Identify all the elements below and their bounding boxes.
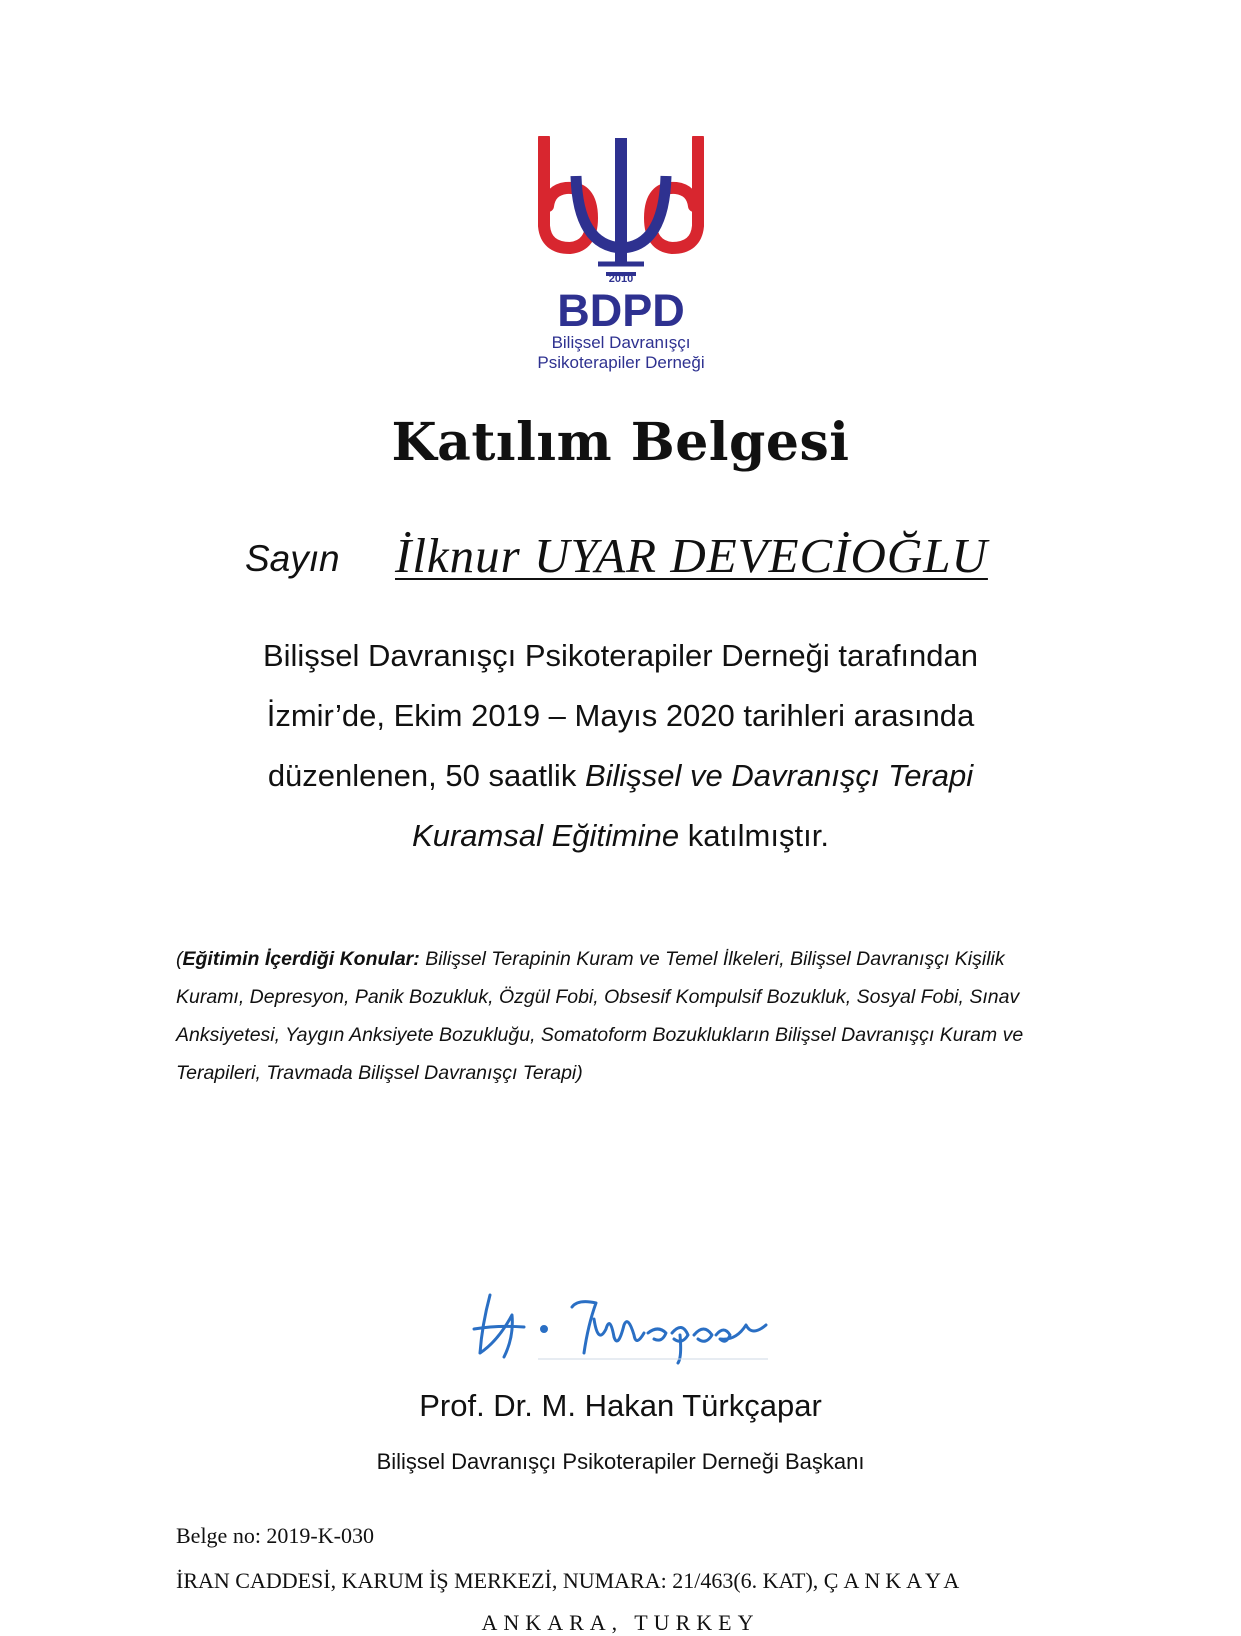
body-line-4-plain: katılmıştır. (679, 818, 829, 853)
association-logo (536, 136, 716, 381)
body-line-1: Bilişsel Davranışçı Psikoterapiler Derneği tarafından (262, 638, 979, 673)
recipient-name: İlknur UYAR DEVECİOĞLU (395, 528, 988, 583)
logo-line1: Bilişsel Davranışçı (551, 333, 691, 352)
certificate-title: Katılım Belgesi (391, 412, 850, 473)
address-line-2: ANKARA, TURKEY (481, 1610, 760, 1635)
body-line-3 (200, 746, 1041, 806)
logo-line2: Psikoterapiler Derneği (537, 353, 705, 372)
document-number: Belge no: 2019-K-030 (176, 1523, 374, 1548)
course-name-part1: Bilişsel ve Davranışçı Terapi (584, 758, 974, 793)
topics-text: Bilişsel Terapinin Kuram ve Temel İlkeleri, Bilişsel Davranışçı Kişilik Kuramı, Depresyon, Panik Bozukluk, Özgül Fobi, Obsesif Kompulsif Bozukluk, Sosyal Fobi, Sınav Anksiyetesi, Yaygın Anksiyete Bozukluğu, Somatoform Bozuklukların Bilişsel Davranışçı Kuram ve Terapileri, Travmada Bilişsel Davranışçı Terapi) (176, 948, 1024, 1084)
signatory-name: Prof. Dr. M. Hakan Türkçapar (419, 1388, 822, 1423)
course-name-part2: Kuramsal Eğitimine (412, 818, 680, 853)
logo-acronym: BDPD (557, 285, 685, 336)
signature-drawing (468, 1285, 778, 1365)
signatory-role: Bilişsel Davranışçı Psikoterapiler Derneği Başkanı (376, 1449, 865, 1474)
address-line-1 (176, 1568, 964, 1594)
topics-open-paren: ( (176, 948, 183, 970)
topics-label: Eğitimin İçerdiği Konular: (182, 948, 420, 970)
address-line-1-main: İRAN CADDESİ, KARUM İŞ MERKEZİ, NUMARA: 21/463(6. KAT), (176, 1568, 824, 1593)
body-line-4 (200, 806, 1041, 866)
salutation: Sayın (245, 538, 340, 579)
address-district: ÇANKAYA (823, 1568, 965, 1593)
body-line-3-plain: düzenlenen, 50 saatlik (267, 758, 585, 793)
bdpd-emblem (536, 136, 716, 381)
training-topics (176, 940, 1076, 1092)
body-line-2: İzmir’de, Ekim 2019 – Mayıs 2020 tarihleri arasında (266, 698, 975, 733)
logo-year: 2010 (608, 273, 634, 285)
handwritten-signature (468, 1285, 778, 1365)
certificate-body (200, 626, 1041, 866)
